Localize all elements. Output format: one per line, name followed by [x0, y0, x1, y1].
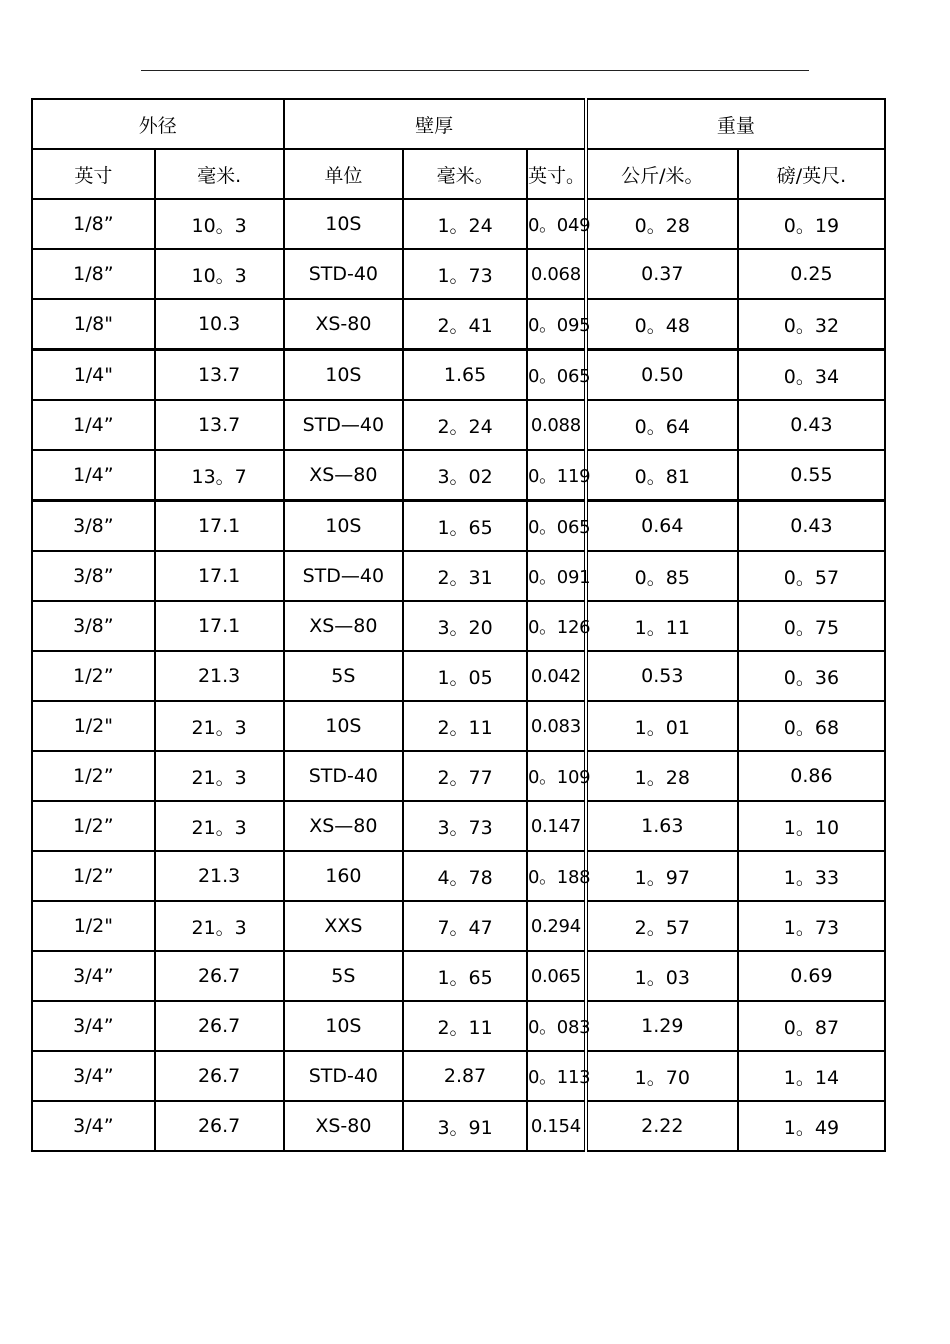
lb-per-ft-cell: 0。34	[738, 350, 885, 401]
od-inch-cell: 1/8”	[32, 199, 155, 249]
wall-inch-cell: 0。095	[527, 299, 586, 350]
header-rule	[141, 70, 809, 71]
schedule-cell: XXS	[284, 901, 404, 951]
schedule-cell: XS—80	[284, 601, 404, 651]
od-inch-cell: 3/4”	[32, 1001, 155, 1051]
wall-inch-cell: 0。126	[527, 601, 586, 651]
table-row	[32, 851, 885, 901]
schedule-cell: 10S	[284, 1001, 404, 1051]
header-wall-inch: 英寸。	[527, 149, 586, 199]
kg-per-m-cell: 0。28	[586, 199, 738, 249]
schedule-cell: XS—80	[284, 801, 404, 851]
wall-mm-cell: 2。11	[403, 1001, 527, 1051]
lb-per-ft-cell: 0。68	[738, 701, 885, 751]
table-row	[32, 701, 885, 751]
table-row	[32, 400, 885, 450]
schedule-cell: 10S	[284, 701, 404, 751]
header-lb-per-ft: 磅/英尺.	[738, 149, 885, 199]
schedule-cell: 10S	[284, 199, 404, 249]
wall-inch-cell: 0.294	[527, 901, 586, 951]
od-mm-cell: 17.1	[155, 501, 284, 552]
schedule-cell: 5S	[284, 951, 404, 1001]
table-row	[32, 450, 885, 501]
wall-mm-cell: 1。05	[403, 651, 527, 701]
table-row	[32, 1051, 885, 1101]
od-mm-cell: 26.7	[155, 1051, 284, 1101]
od-mm-cell: 21。3	[155, 801, 284, 851]
od-inch-cell: 1/2”	[32, 801, 155, 851]
wall-inch-cell: 0.088	[527, 400, 586, 450]
od-mm-cell: 26.7	[155, 1001, 284, 1051]
od-inch-cell: 3/8”	[32, 501, 155, 552]
wall-mm-cell: 2。11	[403, 701, 527, 751]
wall-mm-cell: 3。02	[403, 450, 527, 501]
schedule-cell: STD-40	[284, 249, 404, 299]
wall-mm-cell: 2。77	[403, 751, 527, 801]
wall-inch-cell: 0.042	[527, 651, 586, 701]
lb-per-ft-cell: 1。33	[738, 851, 885, 901]
wall-inch-cell: 0。065	[527, 350, 586, 401]
od-mm-cell: 21。3	[155, 901, 284, 951]
schedule-cell: STD-40	[284, 751, 404, 801]
wall-mm-cell: 3。91	[403, 1101, 527, 1151]
lb-per-ft-cell: 1。49	[738, 1101, 885, 1151]
od-mm-cell: 13.7	[155, 400, 284, 450]
od-inch-cell: 1/4”	[32, 450, 155, 501]
od-mm-cell: 21。3	[155, 701, 284, 751]
kg-per-m-cell: 1。03	[586, 951, 738, 1001]
table-row	[32, 651, 885, 701]
lb-per-ft-cell: 0。57	[738, 551, 885, 601]
lb-per-ft-cell: 0。75	[738, 601, 885, 651]
kg-per-m-cell: 0.53	[586, 651, 738, 701]
od-inch-cell: 3/4”	[32, 1101, 155, 1151]
wall-inch-cell: 0。049	[527, 199, 586, 249]
schedule-cell: 160	[284, 851, 404, 901]
od-inch-cell: 1/2"	[32, 701, 155, 751]
table-row	[32, 901, 885, 951]
od-inch-cell: 1/4"	[32, 350, 155, 401]
kg-per-m-cell: 1。97	[586, 851, 738, 901]
wall-mm-cell: 2。41	[403, 299, 527, 350]
wall-mm-cell: 3。20	[403, 601, 527, 651]
column-header-row	[32, 149, 885, 199]
header-wall-thickness: 壁厚	[284, 99, 586, 149]
wall-inch-cell: 0.154	[527, 1101, 586, 1151]
table-row	[32, 199, 885, 249]
wall-inch-cell: 0。065	[527, 501, 586, 552]
wall-inch-cell: 0。091	[527, 551, 586, 601]
schedule-cell: XS-80	[284, 1101, 404, 1151]
od-mm-cell: 13.7	[155, 350, 284, 401]
wall-mm-cell: 3。73	[403, 801, 527, 851]
od-mm-cell: 21.3	[155, 651, 284, 701]
od-inch-cell: 1/8”	[32, 249, 155, 299]
group-header-row	[32, 99, 885, 149]
kg-per-m-cell: 1.63	[586, 801, 738, 851]
header-weight: 重量	[586, 99, 885, 149]
header-schedule: 单位	[284, 149, 404, 199]
wall-mm-cell: 1。24	[403, 199, 527, 249]
kg-per-m-cell: 0。48	[586, 299, 738, 350]
od-inch-cell: 1/2”	[32, 751, 155, 801]
wall-inch-cell: 0。113	[527, 1051, 586, 1101]
od-mm-cell: 26.7	[155, 951, 284, 1001]
kg-per-m-cell: 1.29	[586, 1001, 738, 1051]
header-outer-diameter: 外径	[32, 99, 284, 149]
wall-inch-cell: 0。188	[527, 851, 586, 901]
od-inch-cell: 3/4”	[32, 1051, 155, 1101]
lb-per-ft-cell: 0。87	[738, 1001, 885, 1051]
od-mm-cell: 21.3	[155, 851, 284, 901]
wall-mm-cell: 2。31	[403, 551, 527, 601]
wall-mm-cell: 4。78	[403, 851, 527, 901]
table-row	[32, 1001, 885, 1051]
kg-per-m-cell: 0.50	[586, 350, 738, 401]
lb-per-ft-cell: 0.86	[738, 751, 885, 801]
table-row	[32, 601, 885, 651]
header-wall-mm: 毫米。	[403, 149, 527, 199]
od-inch-cell: 1/4”	[32, 400, 155, 450]
od-inch-cell: 1/2”	[32, 851, 155, 901]
pipe-dimension-table	[31, 98, 886, 1152]
table-row	[32, 951, 885, 1001]
kg-per-m-cell: 1。70	[586, 1051, 738, 1101]
table-row	[32, 249, 885, 299]
header-od-mm: 毫米.	[155, 149, 284, 199]
od-mm-cell: 13。7	[155, 450, 284, 501]
kg-per-m-cell: 1。28	[586, 751, 738, 801]
kg-per-m-cell: 0.64	[586, 501, 738, 552]
schedule-cell: 10S	[284, 501, 404, 552]
table-row	[32, 1101, 885, 1151]
schedule-cell: 10S	[284, 350, 404, 401]
schedule-cell: STD—40	[284, 551, 404, 601]
table-row	[32, 350, 885, 401]
lb-per-ft-cell: 0.43	[738, 400, 885, 450]
lb-per-ft-cell: 1。14	[738, 1051, 885, 1101]
od-inch-cell: 1/8"	[32, 299, 155, 350]
kg-per-m-cell: 0。81	[586, 450, 738, 501]
lb-per-ft-cell: 0.25	[738, 249, 885, 299]
od-mm-cell: 17.1	[155, 551, 284, 601]
wall-inch-cell: 0.065	[527, 951, 586, 1001]
wall-inch-cell: 0。119	[527, 450, 586, 501]
kg-per-m-cell: 0。64	[586, 400, 738, 450]
schedule-cell: STD-40	[284, 1051, 404, 1101]
wall-inch-cell: 0。109	[527, 751, 586, 801]
table-row	[32, 501, 885, 552]
lb-per-ft-cell: 0.69	[738, 951, 885, 1001]
schedule-cell: XS-80	[284, 299, 404, 350]
kg-per-m-cell: 1。11	[586, 601, 738, 651]
wall-inch-cell: 0.083	[527, 701, 586, 751]
kg-per-m-cell: 2.22	[586, 1101, 738, 1151]
table-row	[32, 551, 885, 601]
lb-per-ft-cell: 0。36	[738, 651, 885, 701]
lb-per-ft-cell: 0。32	[738, 299, 885, 350]
od-mm-cell: 21。3	[155, 751, 284, 801]
od-inch-cell: 1/2”	[32, 651, 155, 701]
table-row	[32, 751, 885, 801]
kg-per-m-cell: 0。85	[586, 551, 738, 601]
wall-inch-cell: 0。083	[527, 1001, 586, 1051]
table-row	[32, 801, 885, 851]
kg-per-m-cell: 1。01	[586, 701, 738, 751]
wall-mm-cell: 2。24	[403, 400, 527, 450]
od-mm-cell: 17.1	[155, 601, 284, 651]
kg-per-m-cell: 0.37	[586, 249, 738, 299]
wall-inch-cell: 0.068	[527, 249, 586, 299]
wall-inch-cell: 0.147	[527, 801, 586, 851]
wall-mm-cell: 1。65	[403, 501, 527, 552]
wall-mm-cell: 1.65	[403, 350, 527, 401]
od-inch-cell: 3/4”	[32, 951, 155, 1001]
od-inch-cell: 1/2"	[32, 901, 155, 951]
wall-mm-cell: 7。47	[403, 901, 527, 951]
od-mm-cell: 26.7	[155, 1101, 284, 1151]
table-row	[32, 299, 885, 350]
header-kg-per-m: 公斤/米。	[586, 149, 738, 199]
lb-per-ft-cell: 1。10	[738, 801, 885, 851]
wall-mm-cell: 1。65	[403, 951, 527, 1001]
od-inch-cell: 3/8”	[32, 551, 155, 601]
schedule-cell: 5S	[284, 651, 404, 701]
wall-mm-cell: 1。73	[403, 249, 527, 299]
lb-per-ft-cell: 0.43	[738, 501, 885, 552]
wall-mm-cell: 2.87	[403, 1051, 527, 1101]
kg-per-m-cell: 2。57	[586, 901, 738, 951]
lb-per-ft-cell: 0。19	[738, 199, 885, 249]
lb-per-ft-cell: 1。73	[738, 901, 885, 951]
od-mm-cell: 10。3	[155, 199, 284, 249]
schedule-cell: XS—80	[284, 450, 404, 501]
od-inch-cell: 3/8”	[32, 601, 155, 651]
lb-per-ft-cell: 0.55	[738, 450, 885, 501]
od-mm-cell: 10。3	[155, 249, 284, 299]
schedule-cell: STD—40	[284, 400, 404, 450]
od-mm-cell: 10.3	[155, 299, 284, 350]
header-od-inch: 英寸	[32, 149, 155, 199]
